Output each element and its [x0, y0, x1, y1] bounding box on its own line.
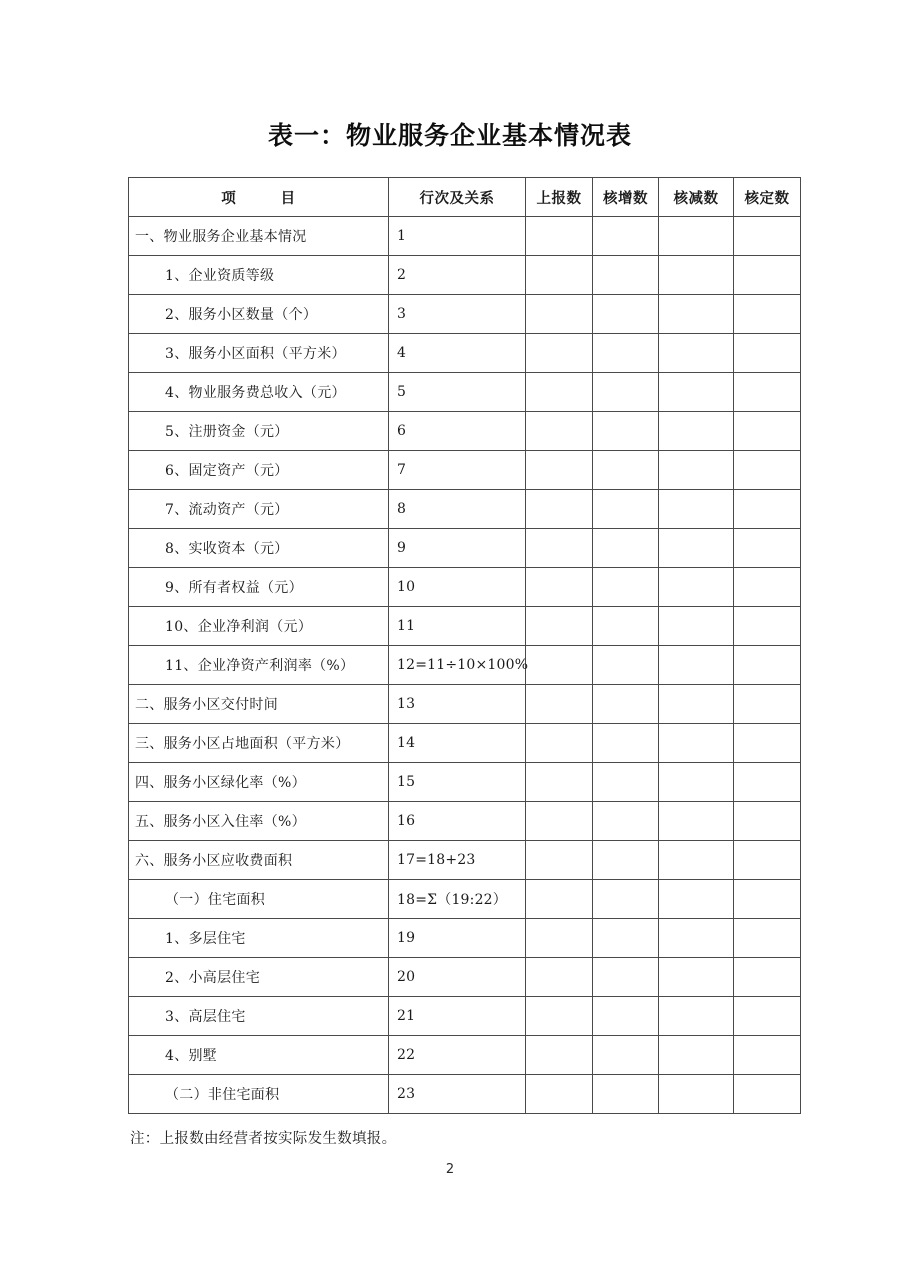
cell-increase[interactable] [593, 295, 659, 334]
row-item-label: 6、固定资产（元） [129, 451, 389, 490]
cell-increase[interactable] [593, 997, 659, 1036]
cell-reported[interactable] [526, 334, 593, 373]
cell-decrease[interactable] [659, 451, 734, 490]
row-item-label: 二、服务小区交付时间 [129, 685, 389, 724]
column-header-approved: 核定数 [734, 178, 801, 217]
row-item-label: 3、服务小区面积（平方米） [129, 334, 389, 373]
cell-approved[interactable] [734, 958, 801, 997]
row-item-label: 5、注册资金（元） [129, 412, 389, 451]
row-line-number: 4 [389, 334, 526, 373]
column-header-line-no: 行次及关系 [389, 178, 526, 217]
row-line-number: 11 [389, 607, 526, 646]
table-body [129, 217, 801, 1114]
row-line-number: 23 [389, 1075, 526, 1114]
row-item-label: 1、企业资质等级 [129, 256, 389, 295]
table-row [129, 334, 801, 373]
cell-decrease[interactable] [659, 217, 734, 256]
cell-increase[interactable] [593, 451, 659, 490]
cell-approved[interactable] [734, 568, 801, 607]
row-line-number: 3 [389, 295, 526, 334]
table-row [129, 724, 801, 763]
row-line-number: 6 [389, 412, 526, 451]
table-row [129, 256, 801, 295]
cell-reported[interactable] [526, 685, 593, 724]
row-line-number: 5 [389, 373, 526, 412]
cell-increase[interactable] [593, 724, 659, 763]
cell-increase[interactable] [593, 529, 659, 568]
row-line-number: 7 [389, 451, 526, 490]
cell-decrease[interactable] [659, 997, 734, 1036]
table-row [129, 217, 801, 256]
cell-approved[interactable] [734, 490, 801, 529]
cell-increase[interactable] [593, 1036, 659, 1075]
cell-reported[interactable] [526, 217, 593, 256]
cell-decrease[interactable] [659, 373, 734, 412]
row-line-number: 14 [389, 724, 526, 763]
table-header [129, 178, 801, 217]
cell-increase[interactable] [593, 841, 659, 880]
row-item-label: 2、小高层住宅 [129, 958, 389, 997]
cell-increase[interactable] [593, 412, 659, 451]
cell-reported[interactable] [526, 997, 593, 1036]
cell-increase[interactable] [593, 919, 659, 958]
cell-increase[interactable] [593, 685, 659, 724]
cell-increase[interactable] [593, 646, 659, 685]
cell-decrease[interactable] [659, 841, 734, 880]
table-note: 注：上报数由经营者按实际发生数填报。 [130, 1131, 397, 1147]
table-row [129, 763, 801, 802]
cell-approved[interactable] [734, 1036, 801, 1075]
table-row [129, 646, 801, 685]
form-table-container [128, 177, 800, 1114]
row-line-number: 21 [389, 997, 526, 1036]
table-row [129, 412, 801, 451]
cell-reported[interactable] [526, 880, 593, 919]
row-item-label: （一）住宅面积 [129, 880, 389, 919]
table-row [129, 958, 801, 997]
cell-approved[interactable] [734, 646, 801, 685]
cell-approved[interactable] [734, 373, 801, 412]
cell-decrease[interactable] [659, 295, 734, 334]
cell-approved[interactable] [734, 763, 801, 802]
cell-reported[interactable] [526, 763, 593, 802]
cell-reported[interactable] [526, 373, 593, 412]
column-header-decrease: 核减数 [659, 178, 734, 217]
cell-increase[interactable] [593, 607, 659, 646]
cell-approved[interactable] [734, 724, 801, 763]
page-number: 2 [445, 1162, 455, 1177]
table-row [129, 1036, 801, 1075]
cell-decrease[interactable] [659, 724, 734, 763]
cell-approved[interactable] [734, 880, 801, 919]
table-row [129, 802, 801, 841]
property-service-enterprise-form-table [128, 177, 801, 1114]
cell-reported[interactable] [526, 490, 593, 529]
cell-decrease[interactable] [659, 256, 734, 295]
cell-reported[interactable] [526, 295, 593, 334]
row-item-label: 四、服务小区绿化率（%） [129, 763, 389, 802]
cell-increase[interactable] [593, 763, 659, 802]
table-row [129, 607, 801, 646]
row-line-number: 1 [389, 217, 526, 256]
cell-reported[interactable] [526, 802, 593, 841]
cell-reported[interactable] [526, 451, 593, 490]
cell-reported[interactable] [526, 1036, 593, 1075]
row-item-label: 一、物业服务企业基本情况 [129, 217, 389, 256]
row-line-number: 22 [389, 1036, 526, 1075]
cell-increase[interactable] [593, 880, 659, 919]
table-row [129, 997, 801, 1036]
cell-reported[interactable] [526, 568, 593, 607]
row-item-label: 4、别墅 [129, 1036, 389, 1075]
table-row [129, 685, 801, 724]
cell-reported[interactable] [526, 412, 593, 451]
cell-increase[interactable] [593, 334, 659, 373]
cell-decrease[interactable] [659, 958, 734, 997]
cell-decrease[interactable] [659, 685, 734, 724]
table-row [129, 490, 801, 529]
row-line-number: 15 [389, 763, 526, 802]
cell-increase[interactable] [593, 217, 659, 256]
column-header-reported: 上报数 [526, 178, 593, 217]
cell-decrease[interactable] [659, 802, 734, 841]
row-item-label: 1、多层住宅 [129, 919, 389, 958]
cell-reported[interactable] [526, 1075, 593, 1114]
row-line-number: 16 [389, 802, 526, 841]
cell-decrease[interactable] [659, 334, 734, 373]
cell-increase[interactable] [593, 256, 659, 295]
cell-increase[interactable] [593, 490, 659, 529]
cell-decrease[interactable] [659, 529, 734, 568]
cell-approved[interactable] [734, 685, 801, 724]
cell-approved[interactable] [734, 607, 801, 646]
column-header-increase: 核增数 [593, 178, 659, 217]
table-row [129, 295, 801, 334]
cell-decrease[interactable] [659, 763, 734, 802]
row-item-label: 2、服务小区数量（个） [129, 295, 389, 334]
row-line-number: 19 [389, 919, 526, 958]
cell-approved[interactable] [734, 841, 801, 880]
table-row [129, 529, 801, 568]
table-row [129, 919, 801, 958]
cell-reported[interactable] [526, 607, 593, 646]
table-row [129, 568, 801, 607]
cell-approved[interactable] [734, 1075, 801, 1114]
row-line-number: 8 [389, 490, 526, 529]
column-header-item: 项 目 [129, 178, 389, 217]
cell-approved[interactable] [734, 919, 801, 958]
row-line-number: 17=18+23 [389, 841, 526, 880]
table-row [129, 451, 801, 490]
cell-reported[interactable] [526, 724, 593, 763]
table-row [129, 841, 801, 880]
row-item-label: 4、物业服务费总收入（元） [129, 373, 389, 412]
row-item-label: 8、实收资本（元） [129, 529, 389, 568]
cell-decrease[interactable] [659, 1075, 734, 1114]
cell-decrease[interactable] [659, 490, 734, 529]
row-item-label: 三、服务小区占地面积（平方米） [129, 724, 389, 763]
cell-decrease[interactable] [659, 880, 734, 919]
cell-approved[interactable] [734, 217, 801, 256]
row-item-label: （二）非住宅面积 [129, 1075, 389, 1114]
cell-increase[interactable] [593, 568, 659, 607]
cell-approved[interactable] [734, 802, 801, 841]
cell-approved[interactable] [734, 451, 801, 490]
cell-decrease[interactable] [659, 568, 734, 607]
cell-reported[interactable] [526, 919, 593, 958]
table-row [129, 373, 801, 412]
cell-approved[interactable] [734, 997, 801, 1036]
cell-decrease[interactable] [659, 1036, 734, 1075]
cell-approved[interactable] [734, 256, 801, 295]
row-line-number: 9 [389, 529, 526, 568]
row-item-label: 10、企业净利润（元） [129, 607, 389, 646]
cell-reported[interactable] [526, 256, 593, 295]
cell-increase[interactable] [593, 373, 659, 412]
table-row [129, 880, 801, 919]
cell-approved[interactable] [734, 295, 801, 334]
cell-increase[interactable] [593, 802, 659, 841]
cell-approved[interactable] [734, 412, 801, 451]
row-line-number: 13 [389, 685, 526, 724]
cell-reported[interactable] [526, 841, 593, 880]
cell-decrease[interactable] [659, 607, 734, 646]
row-item-label: 11、企业净资产利润率（%） [129, 646, 389, 685]
cell-approved[interactable] [734, 334, 801, 373]
row-item-label: 3、高层住宅 [129, 997, 389, 1036]
row-item-label: 9、所有者权益（元） [129, 568, 389, 607]
cell-increase[interactable] [593, 958, 659, 997]
table-row [129, 1075, 801, 1114]
cell-decrease[interactable] [659, 646, 734, 685]
row-line-number: 10 [389, 568, 526, 607]
cell-increase[interactable] [593, 1075, 659, 1114]
row-line-number: 20 [389, 958, 526, 997]
cell-reported[interactable] [526, 958, 593, 997]
cell-decrease[interactable] [659, 919, 734, 958]
cell-decrease[interactable] [659, 412, 734, 451]
row-item-label: 7、流动资产（元） [129, 490, 389, 529]
row-item-label: 六、服务小区应收费面积 [129, 841, 389, 880]
table-header-row [129, 178, 801, 217]
page-title: 表一：物业服务企业基本情况表 [267, 121, 632, 150]
row-item-label: 五、服务小区入住率（%） [129, 802, 389, 841]
cell-reported[interactable] [526, 646, 593, 685]
row-line-number: 18=Σ（19:22） [389, 880, 526, 919]
row-line-number: 2 [389, 256, 526, 295]
row-line-number: 12=11÷10×100% [389, 646, 526, 685]
cell-approved[interactable] [734, 529, 801, 568]
cell-reported[interactable] [526, 529, 593, 568]
